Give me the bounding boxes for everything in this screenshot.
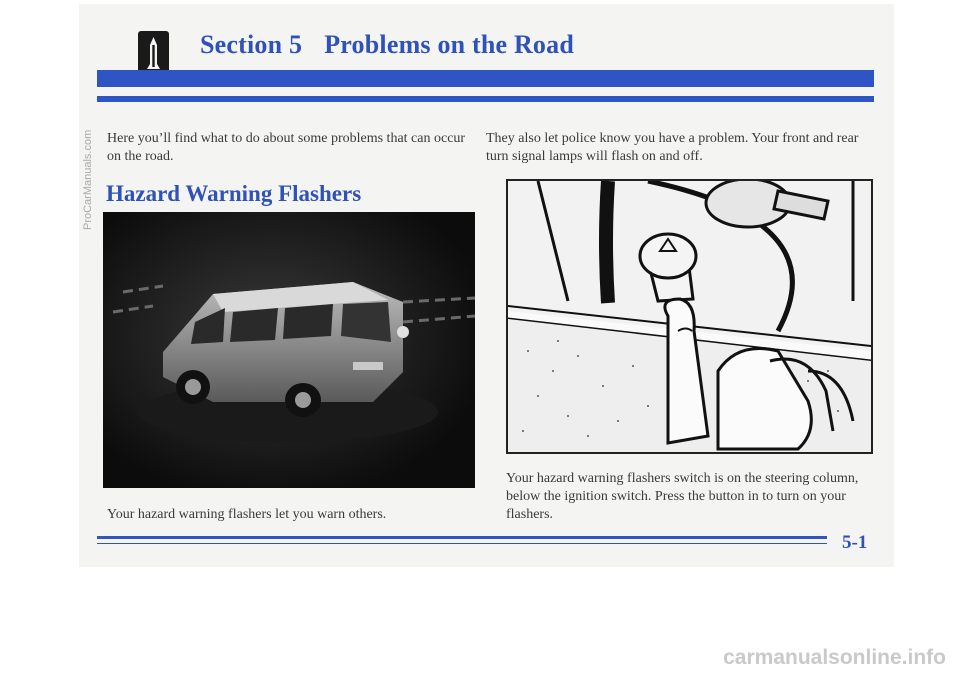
right-top-paragraph: They also let police know you have a problem. Your front and rear turn signal lamps will flash on and off. [486, 131, 859, 164]
section-name: Problems on the Road [324, 30, 574, 59]
footer-rule [97, 536, 827, 539]
bottom-watermark: carmanualsonline.info [723, 646, 946, 669]
photo-caption: Your hazard warning flashers let you warn others. [107, 507, 387, 522]
header-band-thin [97, 96, 874, 102]
footer-rule-thin [97, 543, 827, 544]
section-title [200, 30, 574, 60]
hazard-button-finger-illustration [506, 179, 873, 454]
page-number: 5-1 [842, 532, 868, 553]
header-band [97, 70, 874, 87]
right-bottom-paragraph: Your hazard warning flashers switch is on the steering column, below the ignition switch. Press the button in to turn on your flashers. [506, 471, 859, 522]
minivan-photo [103, 212, 475, 488]
intro-paragraph: Here you’ll find what to do about some problems that can occur on the road. [107, 131, 466, 164]
section-label: Section 5 [200, 30, 303, 59]
side-watermark: ProCarManuals.com [82, 129, 94, 230]
hazard-heading: Hazard Warning Flashers [106, 181, 362, 206]
